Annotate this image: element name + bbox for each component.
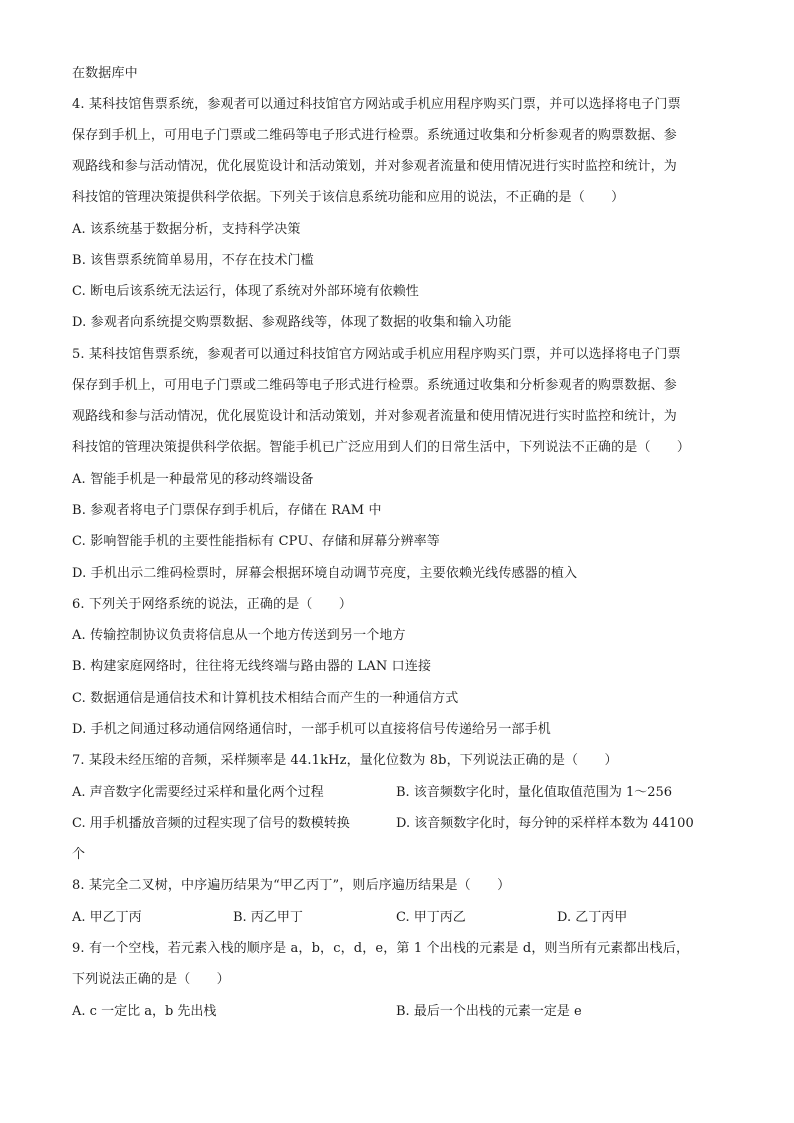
question-8-option-d: D. 乙丁丙甲 xyxy=(557,910,628,925)
question-4-stem: 保存到手机上，可用电子门票或二维码等电子形式进行检票。系统通过收集和分析参观者的购票数据、参 xyxy=(72,128,677,143)
question-4-option-d: D. 参观者向系统提交购票数据、参观路线等，体现了数据的收集和输入功能 xyxy=(72,315,512,330)
question-8-option-b: B. 丙乙甲丁 xyxy=(233,910,303,925)
question-7-option-c: C. 用手机播放音频的过程实现了信号的数模转换 xyxy=(72,816,350,831)
question-4-option-c: C. 断电后该系统无法运行，体现了系统对外部环境有依赖性 xyxy=(72,284,419,299)
question-8-option-a: A. 甲乙丁丙 xyxy=(72,910,142,925)
question-5-option-b: B. 参观者将电子门票保存到手机后，存储在 RAM 中 xyxy=(72,503,382,518)
question-9-option-b: B. 最后一个出栈的元素一定是 e xyxy=(396,1004,582,1019)
question-9-stem: 9. 有一个空栈，若元素入栈的顺序是 a，b，c，d，e，第 1 个出栈的元素是 d，则当所有元素都出栈后， xyxy=(72,941,690,956)
question-4-option-b: B. 该售票系统简单易用，不存在技术门槛 xyxy=(72,253,314,268)
question-5-option-a: A. 智能手机是一种最常见的移动终端设备 xyxy=(72,472,314,487)
question-6-option-c: C. 数据通信是通信技术和计算机技术相结合而产生的一种通信方式 xyxy=(72,691,459,706)
question-4-stem: 科技馆的管理决策提供科学依据。下列关于该信息系统功能和应用的说法，不正确的是（ ） xyxy=(72,190,625,205)
question-6-option-a: A. 传输控制协议负责将信息从一个地方传送到另一个地方 xyxy=(72,628,406,643)
question-7-option-d: D. 该音频数字化时，每分钟的采样样本数为 44100 xyxy=(396,816,694,831)
question-5-stem: 5. 某科技馆售票系统，参观者可以通过科技馆官方网站或手机应用程序购买门票，并可以选择将电子门票 xyxy=(72,347,681,362)
question-6-stem: 6. 下列关于网络系统的说法，正确的是（ ） xyxy=(72,597,352,612)
text-line: 在数据库中 xyxy=(72,66,138,81)
question-5-option-c: C. 影响智能手机的主要性能指标有 CPU、存储和屏幕分辨率等 xyxy=(72,534,440,549)
question-6-option-b: B. 构建家庭网络时，往往将无线终端与路由器的 LAN 口连接 xyxy=(72,659,432,674)
question-7-option-d-wrap: 个 xyxy=(72,847,86,862)
question-8-stem: 8. 某完全二叉树，中序遍历结果为“甲乙丙丁”，则后序遍历结果是（ ） xyxy=(72,878,511,893)
question-6-option-d: D. 手机之间通过移动通信网络通信时，一部手机可以直接将信号传递给另一部手机 xyxy=(72,722,551,737)
question-9-option-a: A. c 一定比 a，b 先出栈 xyxy=(72,1004,217,1019)
question-4-stem: 4. 某科技馆售票系统，参观者可以通过科技馆官方网站或手机应用程序购买门票，并可以选择将电子门票 xyxy=(72,97,681,112)
question-5-option-d: D. 手机出示二维码检票时，屏幕会根据环境自动调节亮度，主要依赖光线传感器的植入 xyxy=(72,566,578,581)
question-9-stem: 下列说法正确的是（ ） xyxy=(72,972,230,987)
question-8-option-c: C. 甲丁丙乙 xyxy=(396,910,466,925)
question-5-stem: 观路线和参与活动情况，优化展览设计和活动策划，并对参观者流量和使用情况进行实时监控和统计，为 xyxy=(72,409,677,424)
question-5-stem: 科技馆的管理决策提供科学依据。智能手机已广泛应用到人们的日常生活中，下列说法不正确的是（ ） xyxy=(72,440,691,455)
question-7-option-b: B. 该音频数字化时，量化值取值范围为 1～256 xyxy=(396,785,673,800)
question-7-option-a: A. 声音数字化需要经过采样和量化两个过程 xyxy=(72,785,324,800)
question-7-stem: 7. 某段未经压缩的音频，采样频率是 44.1kHz，量化位数为 8b，下列说法正确的是（ ） xyxy=(72,753,618,768)
question-4-stem: 观路线和参与活动情况，优化展览设计和活动策划，并对参观者流量和使用情况进行实时监控和统计，为 xyxy=(72,159,677,174)
question-4-option-a: A. 该系统基于数据分析，支持科学决策 xyxy=(72,222,301,237)
question-5-stem: 保存到手机上，可用电子门票或二维码等电子形式进行检票。系统通过收集和分析参观者的购票数据、参 xyxy=(72,378,677,393)
